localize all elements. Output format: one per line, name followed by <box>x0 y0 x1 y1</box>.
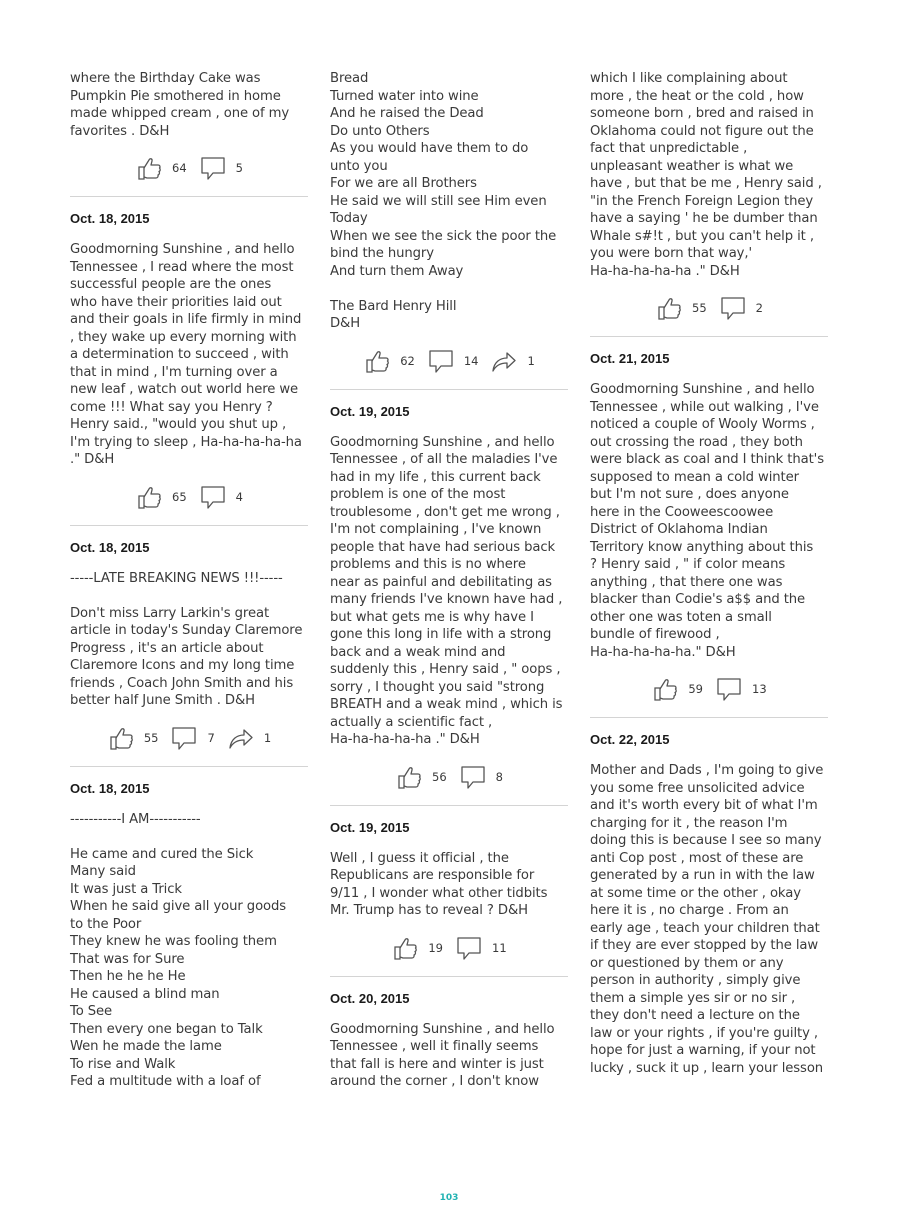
post <box>590 717 828 1077</box>
like-count: 62 <box>400 353 415 368</box>
comment-stat[interactable] <box>170 725 214 751</box>
post-text: Bread Turned water into wine And he raised the Dead Do unto Others As you would have them to do unto you For we are all Brothers He said we will still see Him even Today When we see the sick the poor the bind the hungry And turn them Away The Bard Henry Hill D&H <box>330 71 557 331</box>
post-text: Goodmorning Sunshine , and hello Tennessee , well it finally seems that fall is here and winter is just around the corner , I don't know <box>330 1021 555 1089</box>
divider <box>330 805 568 806</box>
comment-count: 11 <box>492 940 507 955</box>
post-date: Oct. 21, 2015 <box>590 351 670 366</box>
like-count: 55 <box>143 730 159 745</box>
post <box>590 336 828 717</box>
like-icon[interactable] <box>651 676 679 702</box>
post <box>590 70 828 336</box>
like-icon[interactable] <box>363 348 391 374</box>
post-stats <box>330 920 568 976</box>
like-icon[interactable] <box>107 725 135 751</box>
post-text: Goodmorning Sunshine , and hello Tennessee , of all the maladies I've had in my life , this current back problem is one of the most troublesome , don't get me wrong , I'm not complaining , I've known people that have had serious back problems and this is no where near as painful and debilitating as many friends I've known have had , but what gets me is why have I gone this long in life with a strong back and a weak mind and suddenly this , Henry said , " oops , sorry , I thought you said "strong BREATH and a weak mind , which is actually a scientific fact , Ha-ha-ha-ha-ha ." D&H <box>330 434 563 747</box>
divider <box>590 717 828 718</box>
like-count: 56 <box>432 769 447 784</box>
comment-icon[interactable] <box>455 935 483 961</box>
post-date: Oct. 19, 2015 <box>330 819 410 835</box>
comment-stat[interactable] <box>459 764 503 790</box>
post-date: Oct. 18, 2015 <box>70 539 150 555</box>
comment-count: 14 <box>463 353 479 368</box>
post-date: Oct. 18, 2015 <box>70 780 150 796</box>
like-stat[interactable] <box>135 484 187 510</box>
comment-icon[interactable] <box>427 348 455 374</box>
comment-icon[interactable] <box>199 155 227 181</box>
comment-stat[interactable] <box>455 935 507 961</box>
like-stat[interactable] <box>135 155 187 181</box>
post <box>330 976 568 1091</box>
like-icon[interactable] <box>395 764 423 790</box>
column-2 <box>330 70 568 1091</box>
comment-icon[interactable] <box>459 764 487 790</box>
like-count: 55 <box>692 301 707 315</box>
post-text: Goodmorning Sunshine , and hello Tennessee , I read where the most successful people are the ones who have their priorities laid out and their goals in life firmly in mind , they wake up every morning with a determination to succeed , with that in mind , I'm turning over a new leaf , watch out world here we come !!! What say you Henry ? Henry said., "would you shut up , I'm trying to sleep , Ha-ha-ha-ha-ha ." D&H <box>70 242 302 467</box>
comment-stat[interactable] <box>427 348 479 374</box>
post-date: Oct. 20, 2015 <box>330 990 410 1006</box>
share-stat[interactable] <box>490 348 534 374</box>
post-text: -----------I AM----------- He came and cured the Sick Many said It was just a Trick When he said give all your goods to the Poor They knew he was fooling them That was for Sure Then he he he He He caused a blind man To See Then every one began to Talk Wen he made the lame To rise and Walk Fed a multitude with a loaf of <box>70 811 287 1089</box>
post-stats <box>330 749 568 805</box>
post <box>330 805 568 976</box>
share-count: 1 <box>527 353 535 368</box>
like-stat[interactable] <box>395 764 447 790</box>
post-text: where the Birthday Cake was Pumpkin Pie smothered in home made whipped cream , one of my favorites . D&H <box>70 71 290 139</box>
like-stat[interactable] <box>651 676 703 702</box>
post-text: which I like complaining about more , the heat or the cold , how someone born , bred and raised in Oklahoma could not figure out the fact that unpredictable , unpleasant weather is what we have , but that be me , Henry said , "in the French Foreign Legion they have a saying ' he be dumber than Whale s#!t , but you can't help it , you were born that way,' Ha-ha-ha-ha-ha ." D&H <box>590 71 822 279</box>
like-icon[interactable] <box>655 295 683 321</box>
share-icon[interactable] <box>490 348 518 374</box>
post <box>70 525 308 766</box>
column-3 <box>590 70 828 1077</box>
post <box>70 196 308 525</box>
like-stat[interactable] <box>107 725 159 751</box>
post-date: Oct. 18, 2015 <box>70 211 150 226</box>
like-stat[interactable] <box>391 935 443 961</box>
comment-icon[interactable] <box>170 725 198 751</box>
like-icon[interactable] <box>135 155 163 181</box>
comment-count: 8 <box>495 769 503 784</box>
like-icon[interactable] <box>391 935 419 961</box>
like-count: 19 <box>428 940 443 955</box>
comment-count: 13 <box>752 682 767 696</box>
divider <box>70 525 308 526</box>
share-icon[interactable] <box>227 725 255 751</box>
share-count: 1 <box>263 730 272 745</box>
comment-icon[interactable] <box>715 676 743 702</box>
like-stat[interactable] <box>363 348 415 374</box>
post-date: Oct. 22, 2015 <box>590 732 670 747</box>
post-text: -----LATE BREAKING NEWS !!!----- Don't miss Larry Larkin's great article in today's Sunday Claremore Progress , it's an article about Claremore Icons and my long time friends , Coach John Smith and his better half June Smith . D&H <box>70 570 303 708</box>
comment-icon[interactable] <box>199 484 227 510</box>
like-icon[interactable] <box>135 484 163 510</box>
post-stats <box>70 710 308 766</box>
comment-count: 2 <box>755 301 763 315</box>
comment-count: 4 <box>235 489 243 504</box>
like-count: 59 <box>688 682 703 696</box>
post <box>70 70 308 196</box>
comment-icon[interactable] <box>719 295 747 321</box>
comment-count: 5 <box>235 161 243 175</box>
divider <box>70 196 308 197</box>
like-stat[interactable] <box>655 295 707 321</box>
comment-count: 7 <box>207 730 215 745</box>
post-stats <box>590 661 828 717</box>
post <box>330 70 568 389</box>
page-number: 103 <box>439 1193 459 1203</box>
divider <box>330 976 568 977</box>
share-stat[interactable] <box>227 725 271 751</box>
divider <box>330 389 568 390</box>
like-count: 65 <box>172 489 187 504</box>
comment-stat[interactable] <box>715 676 767 702</box>
post-text: Goodmorning Sunshine , and hello Tennessee , while out walking , I've noticed a couple of Wooly Worms , out crossing the road , they both were black as coal and I think that's supposed to mean a cold winter but I'm not sure , does anyone here in the Cooweescoowee District of Oklahoma Indian Territory know anything about this ? Henry said , " if color means anything , that there one was blacker than Codie's a$$ and the other one was toten a small bundle of firewood , Ha-ha-ha-ha-ha." D&H <box>590 382 824 660</box>
column-1 <box>70 70 308 1091</box>
like-count: 64 <box>172 161 187 175</box>
post-date: Oct. 19, 2015 <box>330 403 410 419</box>
post <box>70 766 308 1091</box>
comment-stat[interactable] <box>199 155 243 181</box>
divider <box>70 766 308 767</box>
post <box>330 389 568 805</box>
divider <box>590 336 828 337</box>
comment-stat[interactable] <box>199 484 243 510</box>
comment-stat[interactable] <box>719 295 763 321</box>
post-stats <box>590 280 828 336</box>
post-stats <box>70 140 308 196</box>
post-text: Well , I guess it official , the Republicans are responsible for 9/11 , I wonder what other tidbits Mr. Trump has to reveal ? D&H <box>330 850 548 918</box>
post-stats <box>70 469 308 525</box>
post-text: Mother and Dads , I'm going to give you some free unsolicited advice and it's worth every bit of what I'm charging for it , the reason I'm doing this is because I see so many anti Cop post , most of these are generated by a run in with the law at some time or the other , okay here it is , no charge . From an early age , teach your children that if they are ever stopped by the law or questioned by them or any person in authority , simply give them a simple yes sir or no sir , they don't need a lecture on the law or your rights , if you're guilty , hope for just a warning, if your not lucky , suck it up , learn your lesson <box>590 763 824 1076</box>
post-stats <box>330 333 568 389</box>
